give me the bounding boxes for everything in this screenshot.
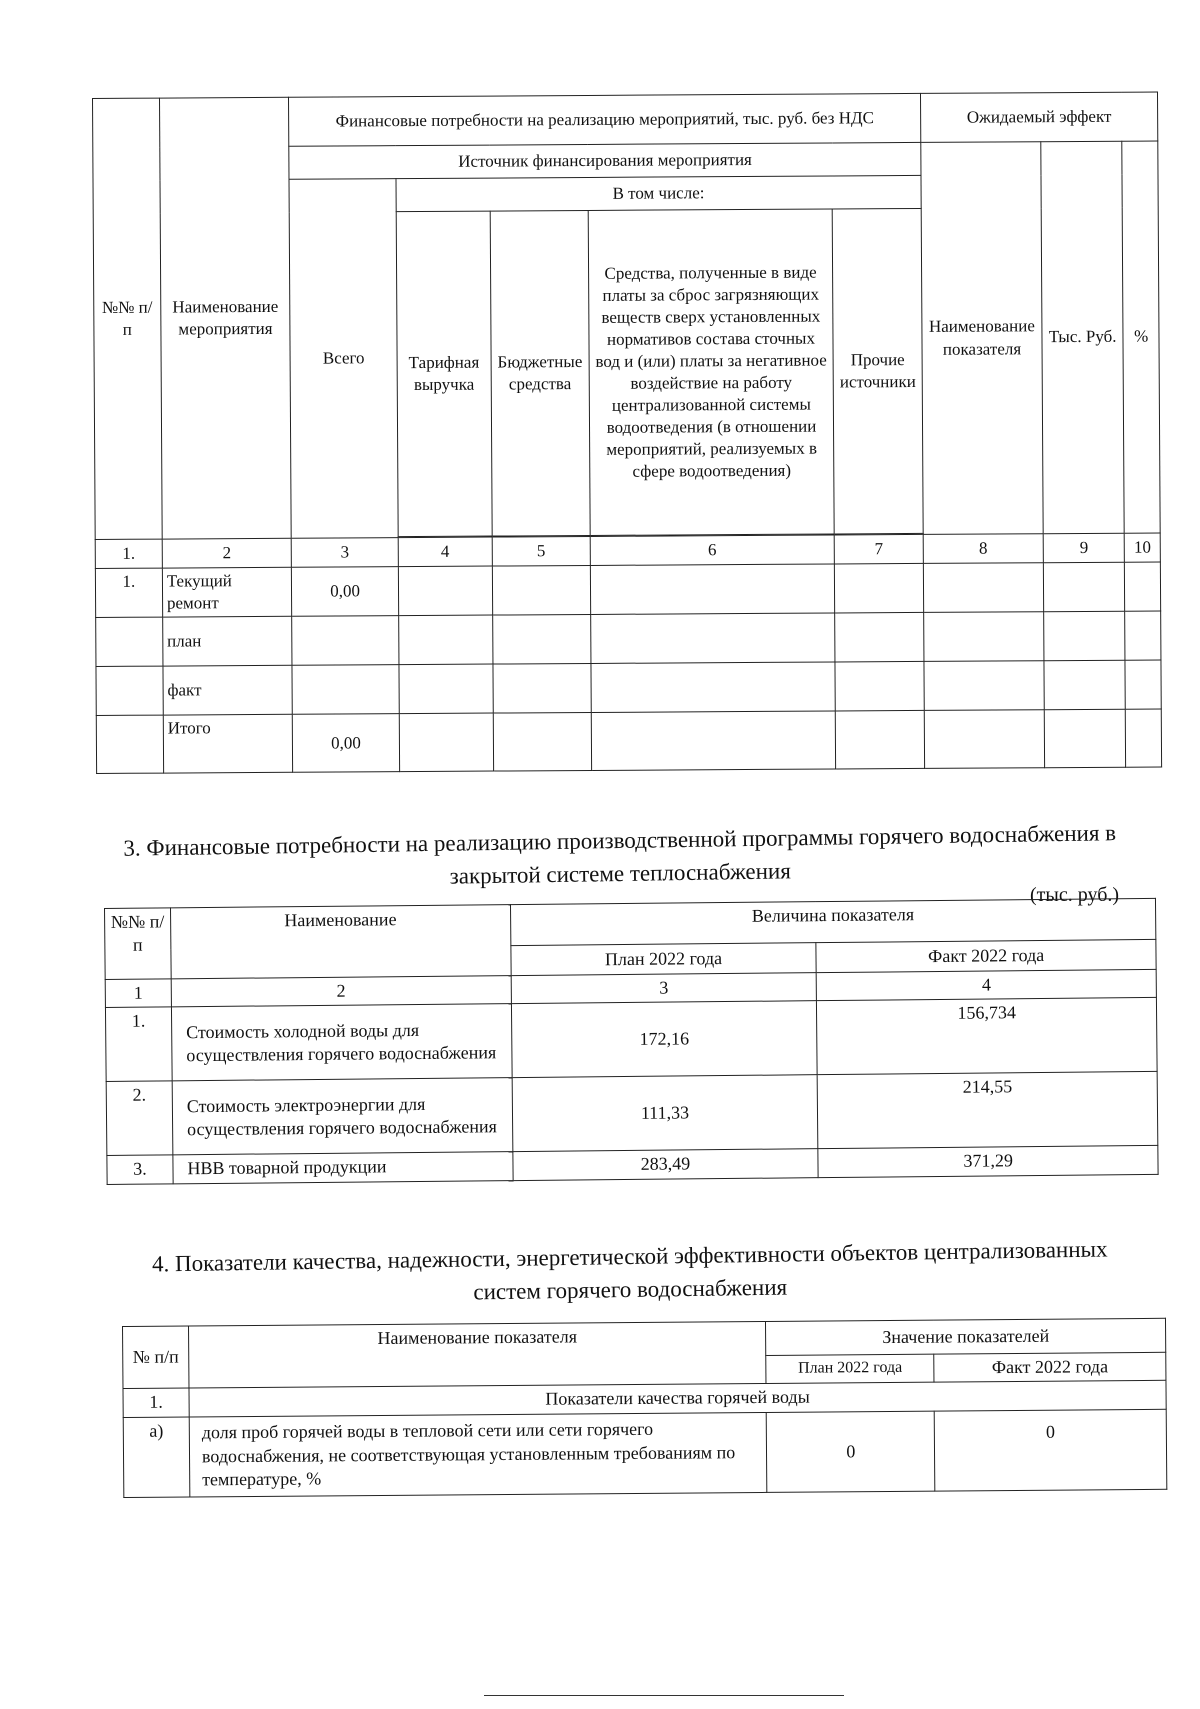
- section3-title: 3. Финансовые потребности на реализацию производственной программы горячего водоснабжения в закрытой системе теплоснабжения: [123, 820, 1117, 890]
- col-number: 3: [292, 538, 399, 568]
- col-number: 4: [398, 537, 492, 567]
- col-number: 1.: [95, 539, 162, 568]
- col-number: 1: [105, 979, 171, 1008]
- row-name: доля проб горячей воды в тепловой сети или сети горячего водоснабжения, не соответствующая установленным требованиям по температуре, %: [189, 1412, 767, 1497]
- hot-water-finance-table: [104, 898, 1159, 1185]
- row-name: Текущий ремонт: [162, 567, 292, 617]
- row-fact: 214,55: [817, 1072, 1157, 1149]
- col-number: 6: [590, 535, 835, 565]
- col-number: 2: [171, 976, 511, 1008]
- row-name: план: [163, 616, 293, 666]
- col-plan-header: План 2022 года: [511, 943, 817, 976]
- quality-indicators-table: [122, 1318, 1167, 1498]
- col-value-header: Значение показателей: [766, 1318, 1166, 1355]
- row-num: [96, 666, 163, 715]
- col-number: 2: [162, 538, 292, 568]
- fin-needs-header: Финансовые потребности на реализацию мероприятий, тыс. руб. без НДС: [289, 93, 921, 146]
- row-num: [96, 715, 163, 773]
- col-number: 8: [923, 534, 1043, 564]
- percent-header: %: [1122, 141, 1160, 533]
- row-num: 1.: [105, 1007, 172, 1082]
- col-name-header: Наименование показателя: [188, 1321, 766, 1388]
- section4-title: 4. Показатели качества, надежности, энергетической эффективности объектов централизованных систем горячего водоснабжения: [151, 1236, 1108, 1305]
- col-name-header: Наименование: [170, 905, 510, 979]
- total-header: Всего: [289, 179, 398, 539]
- col-fact-header: Факт 2022 года: [934, 1352, 1166, 1382]
- other-header: Прочие источники: [832, 208, 923, 534]
- table-row: [96, 709, 1161, 774]
- col-num-header: №№ п/п: [93, 98, 163, 539]
- col-name-header: Наименование мероприятия: [159, 97, 291, 539]
- row-fact: 0: [934, 1409, 1166, 1491]
- financing-measures-table: [92, 91, 1162, 774]
- row-name: Итого: [163, 714, 293, 773]
- row-name: факт: [163, 665, 293, 715]
- col-fact-header: Факт 2022 года: [816, 939, 1156, 972]
- row-num: 1.: [95, 568, 162, 618]
- col-number: 4: [816, 969, 1156, 1001]
- tariff-header: Тарифная выручка: [396, 211, 492, 537]
- row-name: Стоимость холодной воды для осуществления горячего водоснабжения: [171, 1004, 511, 1081]
- col-number: 10: [1125, 533, 1161, 562]
- table-row: [105, 998, 1157, 1082]
- col-num-header: № п/п: [123, 1326, 189, 1389]
- col-value-header: Величина показателя: [510, 898, 1156, 945]
- row-plan: 172,16: [511, 1001, 817, 1078]
- col-number: 9: [1043, 533, 1125, 562]
- row-plan: 283,49: [513, 1149, 819, 1180]
- row-name: Стоимость электроэнергии для осуществления горячего водоснабжения: [172, 1078, 512, 1155]
- table-row: [96, 660, 1161, 716]
- row-total: [292, 665, 399, 715]
- table-row: [96, 611, 1161, 667]
- thous-rub-header: Тыс. Руб.: [1041, 141, 1125, 533]
- row-num: 2.: [106, 1081, 173, 1156]
- row-num: [96, 617, 163, 666]
- col-number: 7: [834, 534, 923, 564]
- row-total: 0,00: [293, 714, 400, 773]
- col-num-header: №№ п/п: [105, 908, 172, 980]
- row-total: 0,00: [292, 567, 399, 617]
- indicator-name-header: Наименование показателя: [921, 142, 1043, 535]
- table-row: [123, 1409, 1167, 1497]
- unit-label: (тыс. руб.): [1030, 884, 1120, 906]
- col-number: 3: [511, 973, 817, 1004]
- row-name: НВВ товарной продукции: [173, 1152, 513, 1184]
- group-title: Показатели качества горячей воды: [189, 1381, 1166, 1417]
- table-row: [106, 1072, 1158, 1156]
- fees-header: Средства, полученные в виде платы за сброс загрязняющих веществ сверх установленных нормативов состава сточных вод и (или) платы за негативное воздействие на работу централизованной системы водоотведения (в отношении мероприятий, реализуемых в сфере водоотведения): [588, 209, 834, 535]
- incl-header: В том числе:: [396, 175, 921, 211]
- col-plan-header: План 2022 года: [766, 1354, 934, 1384]
- source-header: Источник финансирования мероприятия: [289, 142, 921, 179]
- budget-header: Бюджетные средства: [490, 210, 590, 536]
- row-num: 3.: [107, 1155, 173, 1184]
- row-plan: 0: [767, 1411, 935, 1492]
- page-bottom-rule: [484, 1695, 844, 1696]
- row-fact: 156,734: [817, 998, 1157, 1075]
- group-num: 1.: [123, 1388, 189, 1417]
- row-total: [292, 616, 399, 666]
- expected-effect-header: Ожидаемый эффект: [920, 92, 1157, 142]
- table-row: [95, 562, 1160, 618]
- col-number: 5: [492, 536, 590, 566]
- row-fact: 371,29: [818, 1146, 1158, 1178]
- row-plan: 111,33: [512, 1075, 818, 1152]
- row-num: а): [123, 1417, 190, 1498]
